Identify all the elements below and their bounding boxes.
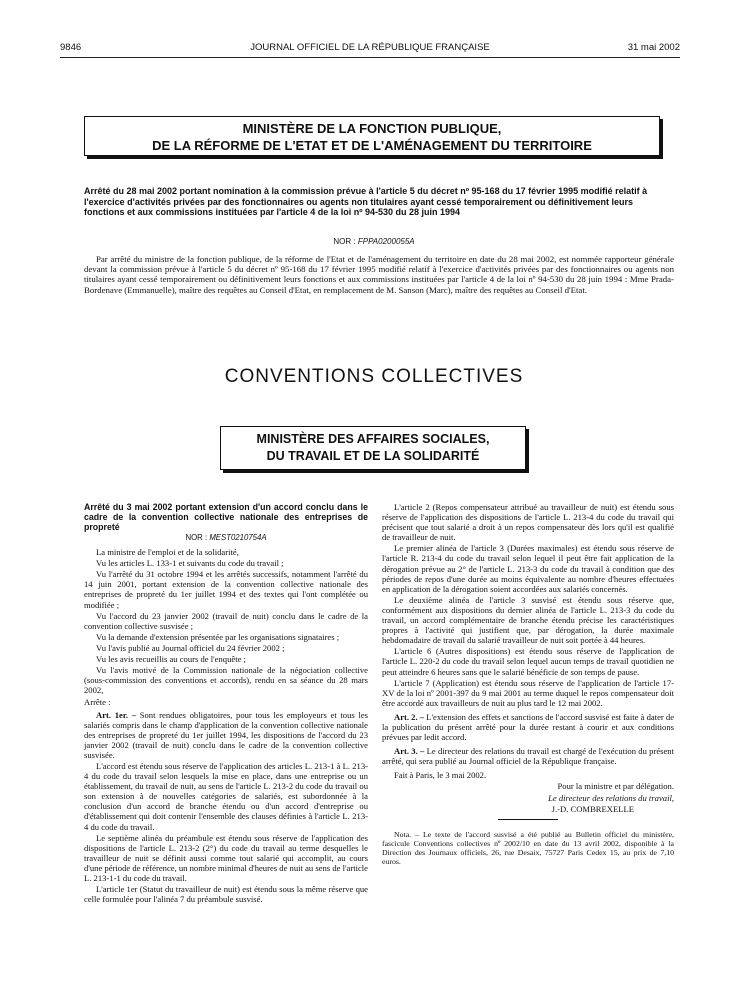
ministry-line: MINISTÈRE DES AFFAIRES SOCIALES, (256, 432, 490, 446)
article-label: Art. 3. – (394, 746, 425, 757)
issue-date: 31 mai 2002 (627, 42, 680, 53)
page-number: 9846 (60, 42, 82, 53)
article-3 (382, 746, 674, 766)
right-column (382, 502, 674, 867)
ministry-box (84, 116, 660, 156)
arrete-heading: Arrête : (84, 697, 111, 708)
paragraph: L'article 6 (Autres dispositions) est étendu sous réserve de l'application de l'article L. 220-2 du code du travail selon lequel aucun temps de travail quotidien ne peut atteindre 6 heures sans que le salarié bénéficie de son temps de pause. (382, 646, 674, 677)
paragraph: La ministre de l'emploi et de la solidarité, (96, 547, 239, 558)
decree-body: Par arrêté du ministre de la fonction publique, de la réforme de l'Etat et de l'aménagement du territoire en date du 28 mai 2002, est nommée rapporteur générale devant la commission prévue à l'article 5 du décret nº 95-168 du 17 février 1995 modifié relatif à l'exercice d'activités privées par des fonctionnaires ou agents non titulaires ayant cessé temporairement ou définitivement leurs fonctions et aux commissions instituées par l'article 4 de la loi nº 94-530 du 28 juin 1994 : Mme Prada-Bordenave (Emmanuelle), maître des requêtes au Conseil d'Etat, en remplacement de M. Sanson (Marc), maître des requêtes au Conseil d'Etat. (84, 254, 674, 295)
paragraph: Vu les avis recueillis au cours de l'enquête ; (96, 654, 246, 665)
nota: Nota. – Le texte de l'accord susvisé a été publié au Bulletin officiel du ministère, fascicule Conventions collectives nº 2002/10 en date du 13 avril 2002, disponible à la Direction des Journaux officiels, 26, rue Desaix, 75727 Paris Cedex 15, au prix de 7,10 euros. (382, 829, 674, 866)
paragraph: L'article 1er (Statut du travailleur de nuit) est étendu sous la même réserve que celle formulée pour l'alinéa 7 du préambule susvisé. (84, 884, 368, 905)
article-text: L'extension des effets et sanctions de l'accord susvisé est faite à dater de la publication du présent arrêté pour la durée restant à courir et aux conditions prévues par ledit accord. (382, 711, 675, 743)
paragraph: Le deuxième alinéa de l'article 3 susvisé est étendu sous réserve que, conformément aux dispositions du dernier alinéa de l'article L. 213-3 du code du travail, un accord complémentaire de branche étendu précise les caractéristiques propres à l'activité qui justifient que, par dérogation, la durée maximale hebdomadaire de travail du salarié travailleur de nuit soit portée à 44 heures. (382, 594, 674, 646)
article-text: Sont rendues obligatoires, pour tous les employeurs et tous les salariés compris dans le champ d'application de la convention collective nationale des entreprises de propreté du 1er juillet 1994, les dispositions de l'accord du 23 janvier 2002 (travail de nuit) conclu dans le cadre de la convention collective susvisée. (84, 709, 368, 760)
decree-title: Arrêté du 28 mai 2002 portant nomination à la commission prévue à l'article 5 du décret nº 95-168 du 17 février 1995 modifié relatif à l'exercice d'activités privées par des fonctionnaires ou agents non titulaires ayant cessé temporairement ou définitivement leurs fonctions et aux commissions instituées par l'article 4 de la loi nº 94-530 du 28 juin 1994 (84, 186, 648, 217)
article-label: Art. 2. – (394, 711, 425, 722)
nor-code: FPPA0200055A (357, 237, 415, 246)
paragraph: L'article 2 (Repos compensateur attribué au travailleur de nuit) est étendu sous réserve de l'application des dispositions de l'article L. 213-4 du code du travail qui précisent que tout salarié a droit à un repos compensateur dès lors qu'il est qualifié de travailleur de nuit. (382, 502, 674, 543)
paragraph: L'accord est étendu sous réserve de l'application des articles L. 213-1 à L. 213-4 du code du travail selon lesquels la mise en place, dans une entreprise ou un établissement, du travail de nuit, au sens de l'article L. 213-2 du code du travail ou son extension à de nouvelles catégories de salariés, est subordonnée à la conclusion d'un accord de branche étendu ou d'un accord d'entreprise ou d'établissement qui doit contenir l'ensemble des clauses définies à l'article L. 213-4 du code du travail. (84, 760, 368, 832)
signature-title: Le directeur des relations du travail, (548, 792, 674, 803)
nor-label: NOR : (333, 237, 356, 246)
signature-line: Pour la ministre et par délégation. (557, 781, 674, 792)
paragraph: Vu les articles L. 133-1 et suivants du code du travail ; (96, 558, 284, 569)
paragraph: L'article 7 (Application) est étendu sous réserve de l'application de l'article 17-XV de la loi nº 2001-397 du 9 mai 2001 au terme duquel le repos compensateur doit être accordé aux travailleurs de nuit au plus tard le 12 mai 2002. (382, 677, 674, 708)
separator (498, 819, 558, 820)
ministry-line: MINISTÈRE DE LA FONCTION PUBLIQUE, (242, 121, 502, 136)
page-header (60, 42, 680, 56)
ministry-box (220, 426, 526, 470)
ministry-line: DU TRAVAIL ET DE LA SOLIDARITÉ (266, 449, 480, 463)
nor-code: MEST0210754A (209, 533, 267, 542)
paragraph: Le premier alinéa de l'article 3 (Durées maximales) est étendu sous réserve de l'article R. 213-4 du code du travail selon lequel il peut être fait application de la dérogation prévue au 2° de l'article L. 213-3 du code du travail à condition que des périodes de repos d'une durée au moins équivalente au nombre d'heures effectuées en application de la dérogation soient accordées aux salariés concernés. (382, 543, 674, 594)
section-title: CONVENTIONS COLLECTIVES (224, 366, 524, 387)
article-2 (382, 712, 674, 742)
paragraph: Vu l'avis publié au Journal officiel du 24 février 2002 ; (96, 642, 285, 653)
ministry-line: DE LA RÉFORME DE L'ETAT ET DE L'AMÉNAGEMENT DU TERRITOIRE (152, 138, 592, 153)
article-label: Art. 1er. – (96, 709, 137, 720)
paragraph: Vu l'avis motivé de la Commission nationale de la négociation collective (sous-commission des conventions et accords), rendu en sa séance du 28 mars 2002, (84, 665, 368, 696)
nor-reference (0, 237, 748, 246)
article-1 (84, 710, 368, 760)
paragraph: Vu l'accord du 23 janvier 2002 (travail de nuit) conclu dans le cadre de la convention collective susvisée ; (84, 610, 368, 631)
paragraph: Vu la demande d'extension présentée par les organisations signataires ; (96, 631, 340, 642)
article-text: Le directeur des relations du travail est chargé de l'exécution du présent arrêté, qui sera publié au Journal officiel de la République française. (382, 746, 674, 767)
left-column (84, 502, 368, 905)
nor-reference (84, 533, 368, 543)
paragraph: Le septième alinéa du préambule est étendu sous réserve de l'application des dispositions de l'article L. 213-2 (2°) du code du travail au terme desquelles le travailleur de nuit se définit aussi comme tout salarié qui accomplit, au cours d'une période de référence, un nombre minimal d'heures de nuit au sens de l'article L. 213-1-1 du code du travail. (84, 832, 368, 883)
signatory: J.-D. COMBREXELLE (551, 803, 634, 814)
nor-label: NOR : (185, 533, 208, 542)
decree-title: Arrêté du 3 mai 2002 portant extension d'un accord conclu dans le cadre de la convention collective nationale des entreprises de propreté (84, 502, 368, 532)
done-at: Fait à Paris, le 3 mai 2002. (394, 770, 487, 781)
paragraph: Vu l'arrêté du 31 octobre 1994 et les arrêtés successifs, notamment l'arrêté du 14 juin 2001, portant extension de la convention collective nationale des entreprises de propreté du 1er juillet 1994 et des textes qui l'ont complétée ou modifiée ; (84, 569, 368, 610)
journal-title: JOURNAL OFFICIEL DE LA RÉPUBLIQUE FRANÇAISE (250, 42, 490, 53)
header-rule (60, 57, 680, 58)
